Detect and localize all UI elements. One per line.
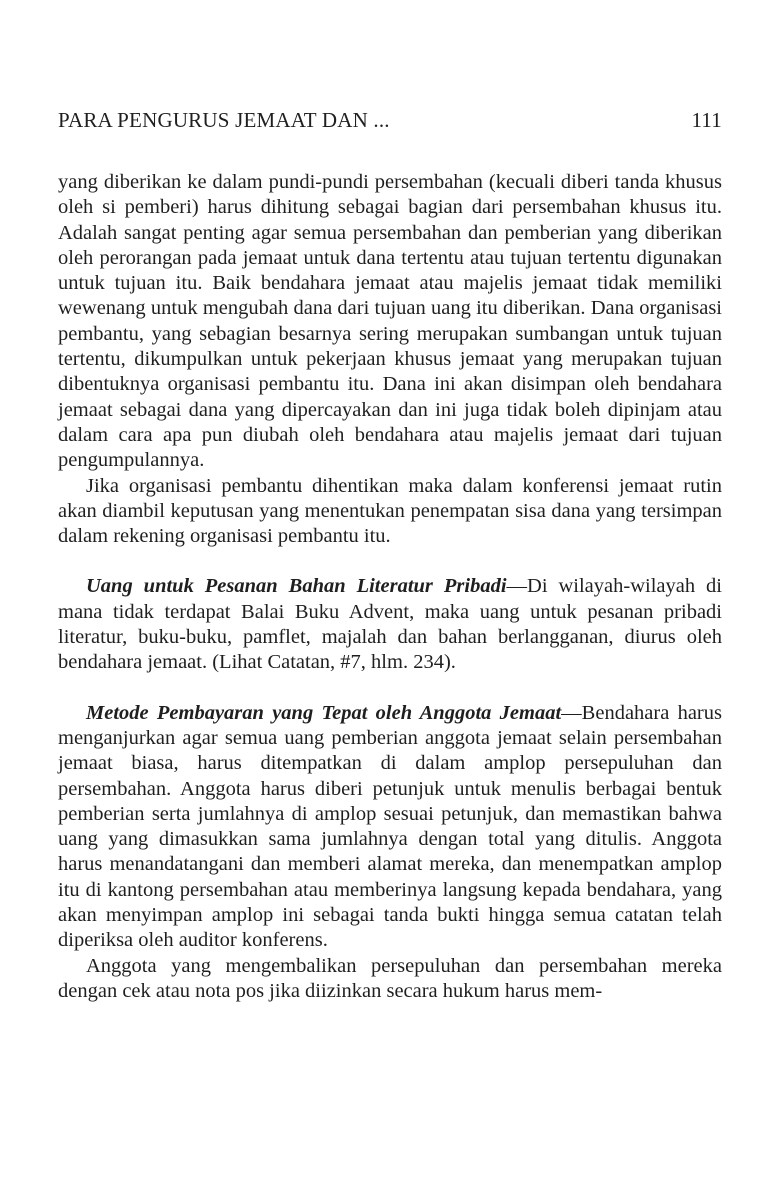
book-page bbox=[58, 108, 722, 1004]
section-payment-method bbox=[58, 701, 722, 954]
paragraph bbox=[58, 954, 722, 1005]
section-heading: Metode Pembayaran yang Tepat oleh Anggota Jemaat bbox=[86, 701, 562, 724]
body-text bbox=[58, 170, 722, 1004]
section-literature-orders bbox=[58, 574, 722, 675]
running-head-title: PARA PENGURUS JEMAAT DAN ... bbox=[58, 108, 390, 132]
paragraph-text: —Bendahara harus menganjurkan agar semua uang pemberian anggota jemaat selain persembahan jemaat biasa, harus ditempatkan di dalam amplop persepuluhan dan persembahan. Anggota harus diberi petunjuk untuk menulis berbagai bentuk pemberian serta jumlahnya di amplop sesuai petunjuk, dan memastikan bahwa uang yang dimasukkan sama jumlahnya dengan total yang ditulis. Anggota harus menandatangani dan memberi alamat mereka, dan menempatkan amplop itu di kantong persembahan atau memberinya langsung kepada bendahara, yang akan menyimpan amplop ini sebagai tanda bukti hingga semua catatan telah diperiksa oleh auditor konferens. bbox=[58, 701, 722, 952]
page-number: 111 bbox=[691, 108, 722, 132]
paragraph-continued bbox=[58, 170, 722, 474]
paragraph-text: Anggota yang mengembalikan persepuluhan dan persembahan mereka dengan cek atau nota pos jika diizinkan secara hukum harus mem- bbox=[58, 954, 722, 1002]
paragraph-text: —Di wilayah-wilayah di mana tidak terdapat Balai Buku Advent, maka uang untuk pesanan pribadi literatur, buku-buku, pamflet, majalah dan bahan berlangganan, diurus oleh bendahara jemaat. (Lihat Catatan, #7, hlm. 234). bbox=[58, 575, 723, 674]
paragraph-text: yang diberikan ke dalam pundi-pundi persembahan (kecuali diberi tanda khusus oleh si pemberi) harus dihitung sebagai bagian dari persembahan khusus itu. Adalah sangat penting agar semua persembahan dan pemberian yang diberikan oleh perorangan pada jemaat untuk dana tertentu atau tujuan tertentu digunakan untuk tujuan itu. Baik bendahara jemaat atau majelis jemaat tidak memiliki wewenang untuk mengubah dana dari tujuan uang itu diberikan. Dana organisasi pembantu, yang sebagian besarnya sering merupakan sumbangan untuk tujuan tertentu, dikumpulkan untuk pekerjaan khusus jemaat yang merupakan tujuan dibentuknya organisasi pembantu itu. Dana ini akan disimpan oleh bendahara jemaat sebagai dana yang dipercayakan dan ini juga tidak boleh dipinjam atau dalam cara apa pun diubah oleh bendahara atau majelis jemaat dari tujuan pengumpulannya. bbox=[58, 171, 722, 472]
paragraph-text: Jika organisasi pembantu dihentikan maka dalam konferensi jemaat rutin akan diambil keputusan yang menentukan penempatan sisa dana yang tersimpan dalam rekening organisasi pembantu itu. bbox=[58, 474, 722, 548]
section-heading: Uang untuk Pesanan Bahan Literatur Pribadi bbox=[86, 575, 507, 598]
running-head bbox=[58, 108, 722, 142]
paragraph bbox=[58, 474, 722, 550]
